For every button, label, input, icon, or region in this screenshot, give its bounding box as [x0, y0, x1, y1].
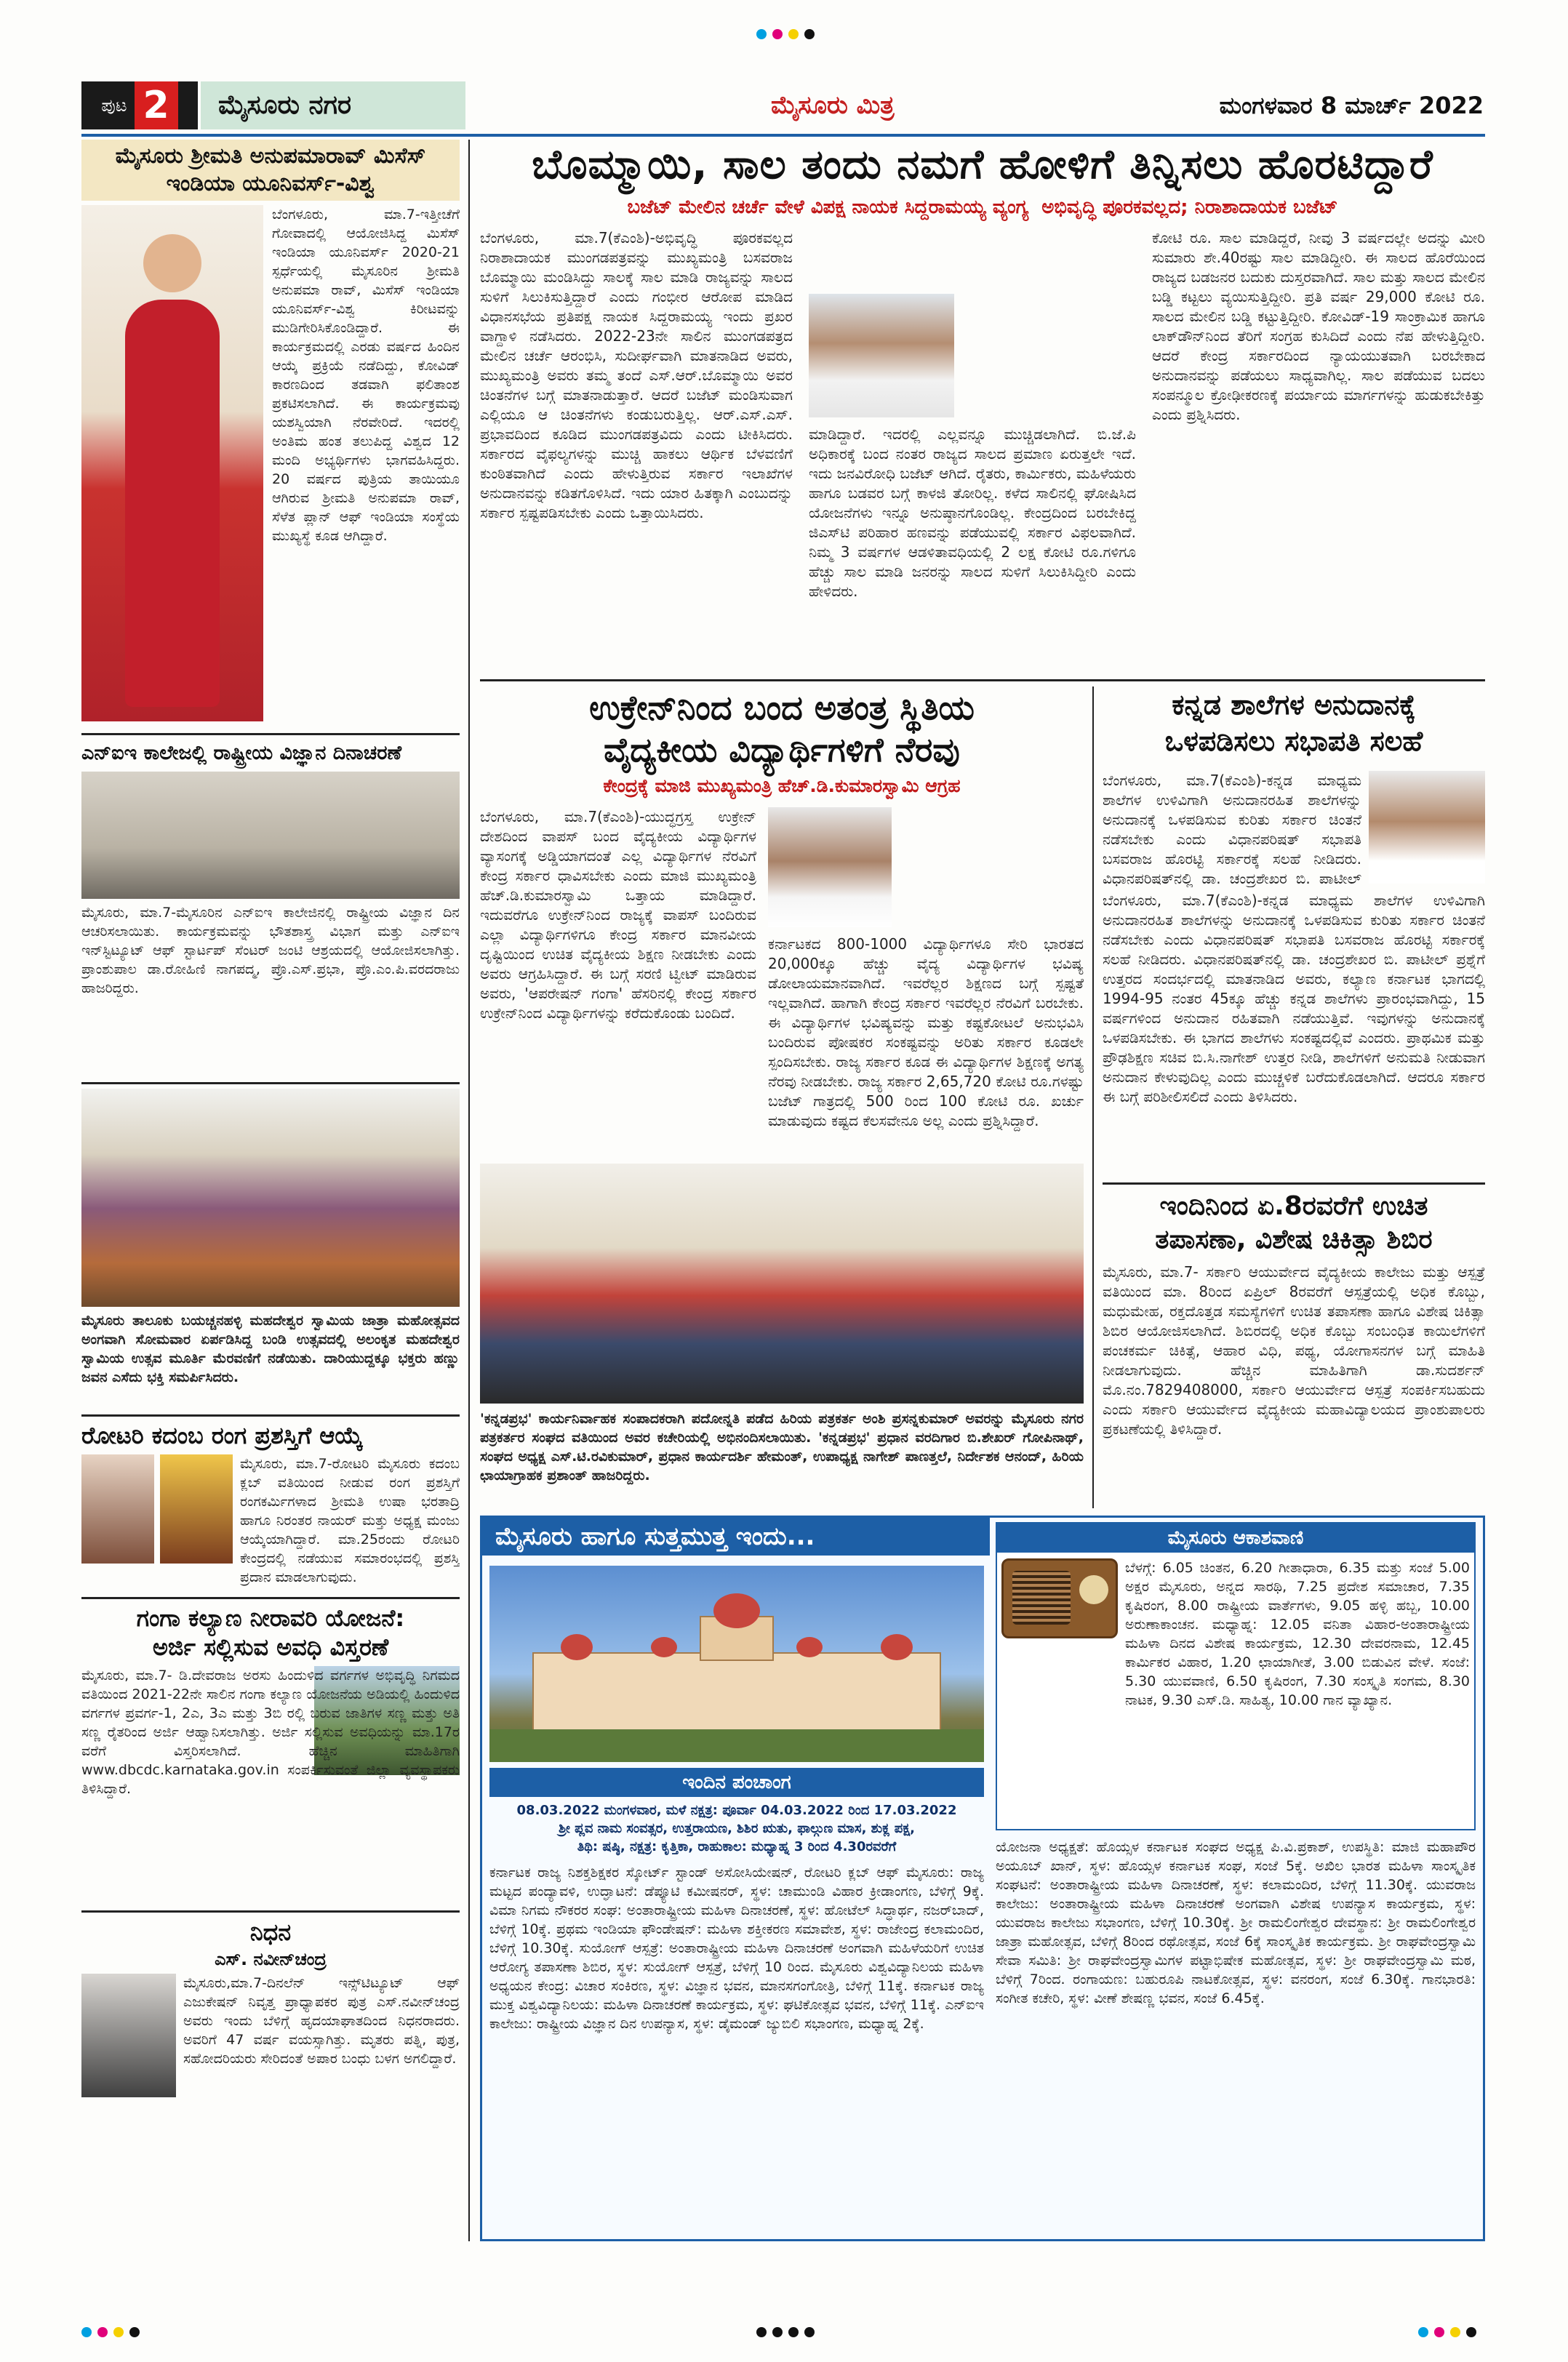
issue-date: ಮಂಗಳವಾರ 8 ಮಾರ್ಚ್ 2022: [1219, 92, 1484, 119]
chariot-festival-photo: [81, 1089, 460, 1307]
ganga-headline-1: ಗಂಗಾ ಕಲ್ಯಾಣ ನೀರಾವರಿ ಯೋಜನೆ:: [136, 1604, 405, 1632]
lead-headline: ಬೊಮ್ಮಾಯಿ, ಸಾಲ ತಂದು ನಮಗೆ ಹೋಳಿಗೆ ತಿನ್ನಿಸಲು ಹೊರಟಿದ್ದಾರೆ: [532, 141, 1433, 188]
camp-headline-1: ಇಂದಿನಿಂದ ಏ.8ರವರೆಗೆ ಉಚಿತ: [1159, 1191, 1428, 1221]
kumaraswamy-photo: [768, 807, 892, 927]
miss-india-photo: [81, 205, 263, 721]
page-number: 2: [135, 81, 178, 129]
radio-schedule-text: ಬೆಳಗ್ಗೆ: 6.05 ಚಿಂತನ, 6.20 ಗೀತಾಧಾರಾ, 6.35 ಮತ್ತು ಸಂಜೆ 5.00 ಅಕ್ಷರ ಮೈಸೂರು, ಅನ್ನದ ಸಾರಥಿ, 7.25 ಪ್ರದೇಶ ಸಮಾಚಾರ, 7.35 ಕೃಷಿರಂಗ, 8.00 ರಾಷ್ಟ್ರೀಯ ವಾರ್ತೆಗಳು, 9.05 ಹಳ್ಳಿ ಹಬ್ಬ, 10.00 ಅರುಣಾಕಾಂಚನ. ಮಧ್ಯಾಹ್ನ: 12.05 ವನಿತಾ ವಿಹಾರ-ಅಂತಾರಾಷ್ಟ್ರೀಯ ಮಹಿಳಾ ದಿನದ ವಿಶೇಷ ಕಾರ್ಯಕ್ರಮ, 12.30 ದೇವರನಾಮ, 12.45 ಕಾರ್ಮಿಕರ ವಿಹಾರ, 1.20 ಛಾಯಾಗೀತೆ, 3.00 ಬಿಡುವಿನ ವೇಳೆ. ಸಂಜೆ: 5.30 ಯುವವಾಣಿ, 6.50 ಕೃಷಿರಂಗ, 7.30 ಸಂಸ್ಕೃತಿ ಸಂಗಮ, 8.30 ನಾಟಕ, 9.30 ಎಸ್.ಡಿ. ಸಾಹಿತ್ಯ, 10.00 ಗಾನ ವ್ಯಾಖ್ಯಾನ.: [1125, 1560, 1470, 1708]
schools-bottom-rule: [1103, 1182, 1485, 1185]
camp-headline-2: ತಪಾಸಣಾ, ವಿಶೇಷ ಚಿಕಿತ್ಸಾ ಶಿಬಿರ: [1155, 1225, 1433, 1254]
radio-box: [996, 1522, 1476, 1830]
chariot-caption: ಮೈಸೂರು ತಾಲೂಕು ಬಯಚ್ಚನಹಳ್ಳಿ ಮಹದೇಶ್ವರ ಸ್ವಾಮಿಯ ಜಾತ್ರಾ ಮಹೋತ್ಸವದ ಅಂಗವಾಗಿ ಸೋಮವಾರ ಏರ್ಪಡಿಸಿದ್ದ ಬಂಡಿ ಉತ್ಸವದಲ್ಲಿ ಅಲಂಕೃತ ಮಹದೇಶ್ವರ ಸ್ವಾಮಿಯ ಉತ್ಸವ ಮೂರ್ತಿ ಮೆರವಣಿಗೆ ನಡೆಯಿತು. ದಾರಿಯುದ್ದಕ್ಕೂ ಭಕ್ತರು ಹಣ್ಣು ಜವನ ಎಸೆದು ಭಕ್ತಿ ಸಮರ್ಪಿಸಿದರು.: [81, 1313, 460, 1385]
page-number-box: [81, 81, 198, 129]
bottom-center-registration-marks: [756, 2327, 815, 2337]
ganga-headline-2: ಅರ್ಜಿ ಸಲ್ಲಿಸುವ ಅವಧಿ ವಿಸ್ತರಣೆ: [152, 1633, 389, 1661]
ukraine-col-1: ಬೆಂಗಳೂರು, ಮಾ.7(ಕೆಎಂಶಿ)-ಯುದ್ಧಗ್ರಸ್ತ ಉಕ್ರೇನ್ ದೇಶದಿಂದ ವಾಪಸ್ ಬಂದ ವೈದ್ಯಕೀಯ ವಿದ್ಯಾರ್ಥಿಗಳ ವ್ಯಾಸಂಗಕ್ಕೆ ಅಡ್ಡಿಯಾಗದಂತೆ ಎಲ್ಲ ವಿದ್ಯಾರ್ಥಿಗಳ ನೆರವಿಗೆ ಕೇಂದ್ರ ಸರ್ಕಾರ ಧಾವಿಸಬೇಕು ಎಂದು ಮಾಜಿ ಮುಖ್ಯಮಂತ್ರಿ ಹೆಚ್.ಡಿ.ಕುಮಾರಸ್ವಾಮಿ ಒತ್ತಾಯ ಮಾಡಿದ್ದಾರೆ. ಇದುವರೆಗೂ ಉಕ್ರೇನ್‌ನಿಂದ ರಾಜ್ಯಕ್ಕೆ ವಾಪಸ್ ಬಂದಿರುವ ಎಲ್ಲಾ ವಿದ್ಯಾರ್ಥಿಗಳಿಗೂ ಕೇಂದ್ರ ಸರ್ಕಾರ ಮಾನವೀಯ ದೃಷ್ಟಿಯಿಂದ ಉಚಿತ ವೈದ್ಯಕೀಯ ಶಿಕ್ಷಣ ನೀಡಬೇಕು ಎಂದು ಅವರು ಆಗ್ರಹಿಸಿದ್ದಾರೆ. ಈ ಬಗ್ಗೆ ಸರಣಿ ಟ್ವೀಟ್ ಮಾಡಿರುವ ಅವರು, 'ಆಪರೇಷನ್ ಗಂಗಾ' ಹೆಸರಿನಲ್ಲಿ ಕೇಂದ್ರ ಸರ್ಕಾರ ಉಕ್ರೇನ್‌ನಿಂದ ವಿದ್ಯಾರ್ಥಿಗಳನ್ನು ಕರೆದುಕೊಂಡು ಬಂದಿದೆ.: [480, 808, 756, 1022]
bottom-left-registration-marks: [81, 2327, 140, 2337]
right-column-divider: [1092, 686, 1094, 1508]
camp-story: [1103, 1190, 1485, 1510]
rotary-awardee-photo-2: [160, 1454, 233, 1564]
panchanga-title: ಇಂದಿನ ಪಂಚಾಂಗ: [489, 1768, 984, 1797]
column-divider: [468, 140, 470, 2241]
panchanga-line-1: 08.03.2022 ಮಂಗಳವಾರ, ಮಳೆ ನಕ್ಷತ್ರ: ಪೂರ್ವಾ 04.03.2022 ರಿಂದ 17.03.2022: [516, 1803, 957, 1818]
palace-silhouette: [489, 1566, 984, 1762]
ganga-article-text: ಮೈಸೂರು, ಮಾ.7- ಡಿ.ದೇವರಾಜ ಅರಸು ಹಿಂದುಳಿದ ವರ್ಗಗಳ ಅಭಿವೃದ್ಧಿ ನಿಗಮದ ವತಿಯಿಂದ 2021-22ನೇ ಸಾಲಿನ ಗಂಗಾ ಕಲ್ಯಾಣ ಯೋಜನೆಯ ಅಡಿಯಲ್ಲಿ ಹಿಂದುಳಿದ ವರ್ಗಗಳ ಪ್ರವರ್ಗ-1, 2ಎ, 3ಎ ಮತ್ತು 3ಬಿ ರಲ್ಲಿ ಬರುವ ಜಾತಿಗಳ ಸಣ್ಣ ಮತ್ತು ಅತಿ ಸಣ್ಣ ರೈತರಿಂದ ಅರ್ಜಿ ಆಹ್ವಾನಿಸಲಾಗಿತ್ತು. ಅರ್ಜಿ ಸಲ್ಲಿಸುವ ಅವಧಿಯನ್ನು ಮಾ.17ರ ವರೆಗೆ ವಿಸ್ತರಿಸಲಾಗಿದೆ. ಹೆಚ್ಚಿನ ಮಾಹಿತಿಗಾಗಿ www.dbcdc.karnataka.gov.in ಸಂಪರ್ಕಿಸುವಂತೆ ಜಿಲ್ಲಾ ವ್ಯವಸ್ಥಾಪಕರು ತಿಳಿಸಿದ್ದಾರೆ.: [81, 1668, 460, 1797]
panchanga-line-2: ಶ್ರೀ ಪ್ಲವ ನಾಮ ಸಂವತ್ಸರ, ಉತ್ತರಾಯಣ, ಶಿಶಿರ ಋತು, ಫಾಲ್ಗುಣ ಮಾಸ, ಶುಕ್ಲ ಪಕ್ಷ,: [559, 1821, 915, 1836]
nie-article-text: ಮೈಸೂರು, ಮಾ.7-ಮೈಸೂರಿನ ಎನ್‌ಐಇ ಕಾಲೇಜಿನಲ್ಲಿ ರಾಷ್ಟ್ರೀಯ ವಿಜ್ಞಾನ ದಿನ ಆಚರಿಸಲಾಯಿತು. ಕಾರ್ಯಕ್ರಮವನ್ನು ಭೌತಶಾಸ್ತ್ರ ವಿಭಾಗ ಮತ್ತು ಎನ್‌ಐಇ ಇನ್‌ಸ್ಟಿಟ್ಯೂಟ್ ಆಫ್ ಸ್ಟಾರ್ಟಪ್ ಸೆಂಟರ್ ಜಂಟಿ ಆಶ್ರಯದಲ್ಲಿ ಆಯೋಜಿಸಲಾಗಿತ್ತು. ಪ್ರಾಂಶುಪಾಲ ಡಾ.ರೋಹಿಣಿ ನಾಗಪದ್ಮ, ಪ್ರೊ.ಎಸ್.ಪ್ರಭಾ, ಪ್ರೊ.ಎಂ.ಪಿ.ವರದರಾಜು ಹಾಜರಿದ್ದರು.: [81, 905, 460, 996]
nie-headline: ಎನ್‌ಐಇ ಕಾಲೇಜಲ್ಲಿ ರಾಷ್ಟ್ರೀಯ ವಿಜ್ಞಾನ ದಿನಾಚರಣೆ: [81, 742, 402, 764]
lead-kicker-1: ಬಜೆಟ್ ಮೇಲಿನ ಚರ್ಚೆ ವೇಳೆ ವಿಪಕ್ಷ ನಾಯಕ ಸಿದ್ದರಾಮಯ್ಯ ವ್ಯಂಗ್ಯ: [627, 196, 1029, 218]
lead-story: [480, 140, 1485, 685]
lead-col-3: ಕೋಟಿ ರೂ. ಸಾಲ ಮಾಡಿದ್ದರೆ, ನೀವು 3 ವರ್ಷದಲ್ಲೇ ಅದನ್ನು ಮೀರಿ ಸುಮಾರು ಶೇ.40ರಷ್ಟು ಸಾಲ ಮಾಡಿದ್ದೀರಿ. ಈ ಸಾಲದ ಹೊರೆಯಿಂದ ರಾಜ್ಯದ ಬಡಜನರ ಬದುಕು ದುಸ್ತರವಾಗಿದೆ. ಸಾಲ ಮತ್ತು ಸಾಲದ ಮೇಲಿನ ಬಡ್ಡಿ ಕಟ್ಟಲು ವ್ಯಯಿಸುತ್ತಿದ್ದೀರಿ. ಪ್ರತಿ ವರ್ಷ 29,000 ಕೋಟಿ ರೂ. ಸಾಲದ ಮೇಲಿನ ಬಡ್ಡಿ ಕಟ್ಟುತ್ತಿದ್ದೀರಿ. ಕೋವಿಡ್-19 ಸಾಂಕ್ರಾಮಿಕ ಹಾಗೂ ಲಾಕ್‌ಡೌನ್‌ನಿಂದ ತೆರಿಗೆ ಸಂಗ್ರಹ ಕುಸಿದಿದೆ ಎಂದು ನೆಪ ಹೇಳುತ್ತಿದ್ದೀರಿ. ಆದರೆ ಕೇಂದ್ರ ಸರ್ಕಾರದಿಂದ ನ್ಯಾಯಯುತವಾಗಿ ಬರಬೇಕಾದ ಅನುದಾನವನ್ನು ಪಡೆಯಲು ಸಾಧ್ಯವಾಗಿಲ್ಲ. ಸಾಲ ಪಡೆಯುವ ಬದಲು ಸಂಪನ್ಮೂಲ ಕ್ರೋಢೀಕರಣಕ್ಕೆ ಪರ್ಯಾಯ ಮಾರ್ಗಗಳನ್ನು ಹುಡುಕಬೇಕಿತ್ತು ಎಂದು ಪ್ರಶ್ನಿಸಿದರು.: [1152, 229, 1485, 423]
header-rule: [81, 134, 1485, 137]
lead-col-1: ಬೆಂಗಳೂರು, ಮಾ.7(ಕೆಎಂಶಿ)-ಅಭಿವೃದ್ಧಿ ಪೂರಕವಲ್ಲದ ನಿರಾಶಾದಾಯಕ ಮುಂಗಡಪತ್ರವನ್ನು ಮುಖ್ಯಮಂತ್ರಿ ಬಸವರಾಜ ಬೊಮ್ಮಾಯಿ ಮಂಡಿಸಿದ್ದು ಸಾಲಕ್ಕೆ ಸಾಲ ಮಾಡಿ ರಾಜ್ಯವನ್ನು ಸಾಲದ ಸುಳಿಗೆ ಸಿಲುಕಿಸುತ್ತಿದ್ದಾರೆ ಎಂದು ಗಂಭೀರ ಆರೋಪ ಮಾಡಿದ ವಿಧಾನಸಭೆಯ ಪ್ರತಿಪಕ್ಷ ನಾಯಕ ಸಿದ್ದರಾಮಯ್ಯ ಇಂದು ಪ್ರಖರ ವಾಗ್ದಾಳಿ ನಡೆಸಿದರು. 2022-23ನೇ ಸಾಲಿನ ಮುಂಗಡಪತ್ರದ ಮೇಲಿನ ಚರ್ಚೆ ಆರಂಭಿಸಿ, ಸುದೀರ್ಘವಾಗಿ ಮಾತನಾಡಿದ ಅವರು, ಮುಖ್ಯಮಂತ್ರಿ ಅವರು ತಮ್ಮ ತಂದೆ ಎಸ್.ಆರ್.ಬೊಮ್ಮಾಯಿ ಅವರ ಚಿಂತನೆಗಳ ಬಗ್ಗೆ ಮಾತನಾಡುತ್ತಾರೆ. ಆದರೆ ಬಜೆಟ್ ಮಂಡಿಸುವಾಗ ಎಲ್ಲಿಯೂ ಆ ಚಿಂತನೆಗಳು ಕಂಡುಬರುತ್ತಿಲ್ಲ. ಆರ್.ಎಸ್.ಎಸ್. ಪ್ರಭಾವದಿಂದ ಕೂಡಿದ ಮುಂಗಡಪತ್ರವಿದು ಎಂದು ಟೀಕಿಸಿದರು. ಸರ್ಕಾರದ ವೈಫಲ್ಯಗಳನ್ನು ಮುಚ್ಚಿ ಹಾಕಲು ಆರ್ಥಿಕ ಬೆಳವಣಿಗೆ ಕುಂಠಿತವಾಗಿದೆ ಎಂದು ಹೇಳುತ್ತಿರುವ ಸರ್ಕಾರ ಇಲಾಖೆಗಳ ಅನುದಾನವನ್ನು ಕಡಿತಗೊಳಿಸಿದೆ. ಇದು ಯಾರ ಹಿತಕ್ಕಾಗಿ ಎಂಬುದನ್ನು ಸರ್ಕಾರ ಸ್ಪಷ್ಟಪಡಿಸಬೇಕು ಎಂದು ಒತ್ತಾಯಿಸಿದರು.: [480, 229, 793, 521]
mysore-palace-image: [489, 1566, 984, 1762]
top-registration-marks: [756, 29, 815, 39]
ukraine-col-2: ಕರ್ನಾಟಕದ 800-1000 ವಿದ್ಯಾರ್ಥಿಗಳೂ ಸೇರಿ ಭಾರತದ 20,000ಕ್ಕೂ ಹೆಚ್ಚು ವೈದ್ಯ ವಿದ್ಯಾರ್ಥಿಗಳ ಭವಿಷ್ಯ ಡೋಲಾಯಮಾನವಾಗಿದೆ. ಇವರೆಲ್ಲರ ಶಿಕ್ಷಣದ ಬಗ್ಗೆ ಸ್ಪಷ್ಟತೆ ಇಲ್ಲವಾಗಿದೆ. ಹಾಗಾಗಿ ಕೇಂದ್ರ ಸರ್ಕಾರ ಇವರೆಲ್ಲರ ನೆರವಿಗೆ ಬರಬೇಕು. ಈ ವಿದ್ಯಾರ್ಥಿಗಳ ಭವಿಷ್ಯವನ್ನು ಮತ್ತು ಕಷ್ಟಕೋಟಲೆ ಅನುಭವಿಸಿ ಬಂದಿರುವ ಪೋಷಕರ ಸಂಕಷ್ಟವನ್ನು ಅರಿತು ಸರ್ಕಾರ ಕೂಡಲೇ ಸ್ಪಂದಿಸಬೇಕು. ರಾಜ್ಯ ಸರ್ಕಾರ ಕೂಡ ಈ ವಿದ್ಯಾರ್ಥಿಗಳ ಶಿಕ್ಷಣಕ್ಕೆ ಅಗತ್ಯ ನೆರವು ನೀಡಬೇಕು. ರಾಜ್ಯ ಸರ್ಕಾರ 2,65,720 ಕೋಟಿ ರೂ.ಗಳಷ್ಟು ಬಜೆಟ್ ಗಾತ್ರದಲ್ಲಿ 500 ರಿಂದ 100 ಕೋಟಿ ರೂ. ಖರ್ಚು ಮಾಡುವುದು ಕಷ್ಟದ ಕೆಲಸವೇನೂ ಅಲ್ಲ ಎಂದು ಪ್ರಶ್ನಿಸಿದ್ದಾರೆ.: [768, 935, 1084, 1129]
rotary-article-text: ಮೈಸೂರು, ಮಾ.7-ರೋಟರಿ ಮೈಸೂರು ಕದಂಬ ಕ್ಲಬ್ ವತಿಯಿಂದ ನೀಡುವ ರಂಗ ಪ್ರಶಸ್ತಿಗೆ ರಂಗಕರ್ಮಿಗಳಾದ ಶ್ರೀಮತಿ ಉಷಾ ಭರತಾದ್ರಿ ಹಾಗೂ ನಿರಂತರ ನಾಯರ್ ಮತ್ತು ಅಧ್ಯಕ್ಷ ಮಂಜು ಆಯ್ಕೆಯಾಗಿದ್ದಾರೆ. ಮಾ.25ರಂದು ರೋಟರಿ ಕೇಂದ್ರದಲ್ಲಿ ನಡೆಯುವ ಸಮಾರಂಭದಲ್ಲಿ ಪ್ರಶಸ್ತಿ ಪ್ರದಾನ ಮಾಡಲಾಗುವುದು.: [240, 1456, 460, 1585]
siddaramaiah-photo: [809, 294, 954, 417]
today-banner: ಮೈಸೂರು ಹಾಗೂ ಸುತ್ತಮುತ್ತ ಇಂದು...: [482, 1518, 990, 1556]
page-label: ಪುಟ: [101, 95, 127, 116]
lead-kicker-2: ಅಭಿವೃದ್ಧಿ ಪೂರಕವಲ್ಲದ; ನಿರಾಶಾದಾಯಕ ಬಜೆಟ್: [1041, 196, 1338, 218]
lead-col-2: ಮಾಡಿದ್ದಾರೆ. ಇದರಲ್ಲಿ ಎಲ್ಲವನ್ನೂ ಮುಚ್ಚಿಡಲಾಗಿದೆ. ಬಿ.ಜೆ.ಪಿ ಅಧಿಕಾರಕ್ಕೆ ಬಂದ ನಂತರ ರಾಜ್ಯದ ಸಾಲದ ಪ್ರಮಾಣ ಏರುತ್ತಲೇ ಇದೆ. ಇದು ಜನವಿರೋಧಿ ಬಜೆಟ್ ಆಗಿದೆ. ರೈತರು, ಕಾರ್ಮಿಕರು, ಮಹಿಳೆಯರು ಹಾಗೂ ಬಡವರ ಬಗ್ಗೆ ಕಾಳಜಿ ತೋರಿಲ್ಲ. ಕಳೆದ ಸಾಲಿನಲ್ಲಿ ಘೋಷಿಸಿದ ಯೋಜನೆಗಳು ಇನ್ನೂ ಅನುಷ್ಠಾನಗೊಂಡಿಲ್ಲ. ಕೇಂದ್ರದಿಂದ ಬರಬೇಕಿದ್ದ ಜಿಎಸ್‌ಟಿ ಪರಿಹಾರ ಹಣವನ್ನು ಪಡೆಯುವಲ್ಲಿ ಸರ್ಕಾರ ವಿಫಲವಾಗಿದೆ. ನಿಮ್ಮ 3 ವರ್ಷಗಳ ಆಡಳಿತಾವಧಿಯಲ್ಲಿ 2 ಲಕ್ಷ ಕೋಟಿ ರೂ.ಗಳಿಗೂ ಹೆಚ್ಚು ಸಾಲ ಮಾಡಿ ಜನರನ್ನು ಸಾಲದ ಸುಳಿಗೆ ಸಿಲುಕಿಸಿದ್ದೀರಿ ಎಂದು ಹೇಳಿದರು.: [809, 425, 1136, 600]
schools-headline-2: ಒಳಪಡಿಸಲು ಸಭಾಪತಿ ಸಲಹೆ: [1164, 725, 1423, 757]
nie-event-photo: [81, 772, 460, 899]
section-name: ಮೈಸೂರು ನಗರ: [201, 81, 465, 129]
obituary-photo: [81, 1974, 176, 2097]
obituary-name: ಎಸ್. ನವೀನ್‌ಚಂದ್ರ: [215, 1949, 327, 1969]
ukraine-subhead: ಕೇಂದ್ರಕ್ಕೆ ಮಾಜಿ ಮುಖ್ಯಮಂತ್ರಿ ಹೆಚ್.ಡಿ.ಕುಮಾರಸ್ವಾಮಿ ಆಗ್ರಹ: [603, 775, 961, 796]
schools-article-text: ಬೆಂಗಳೂರು, ಮಾ.7(ಕೆಎಂಶಿ)-ಕನ್ನಡ ಮಾಧ್ಯಮ ಶಾಲೆಗಳ ಉಳಿವಿಗಾಗಿ ಅನುದಾನರಹಿತ ಶಾಲೆಗಳನ್ನು ಅನುದಾನಕ್ಕೆ ಒಳಪಡಿಸುವ ಕುರಿತು ಸರ್ಕಾರ ಚಿಂತನೆ ನಡೆಸಬೇಕು ಎಂದು ವಿಧಾನಪರಿಷತ್ ಸಭಾಪತಿ ಬಸವರಾಜ ಹೊರಟ್ಟಿ ಸರ್ಕಾರಕ್ಕೆ ಸಲಹೆ ನೀಡಿದರು. ವಿಧಾನಪರಿಷತ್‌ನಲ್ಲಿ ಡಾ. ಚಂದ್ರಶೇಖರ ಬಿ. ಪಾಟೀಲ್: [1103, 772, 1361, 887]
events-right-column: ಯೋಜನಾ ಅಧ್ಯಕ್ಷತೆ: ಹೊಯ್ಸಳ ಕರ್ನಾಟಕ ಸಂಘದ ಅಧ್ಯಕ್ಷ ಪಿ.ವಿ.ಪ್ರಕಾಶ್, ಉಪಸ್ಥಿತಿ: ಮಾಜಿ ಮಹಾಪೌರ ಅಯೂಬ್ ಖಾನ್, ಸ್ಥಳ: ಹೊಯ್ಸಳ ಕರ್ನಾಟಕ ಸಂಘ, ಸಂಜೆ 5ಕ್ಕೆ. ಅಖಿಲ ಭಾರತ ಮಹಿಳಾ ಸಾಂಸ್ಕೃತಿಕ ಸಂಘಟನೆ: ಅಂತಾರಾಷ್ಟ್ರೀಯ ಮಹಿಳಾ ದಿನಾಚರಣೆ, ಸ್ಥಳ: ಕಲಾಮಂದಿರ, ಬೆಳಿಗ್ಗೆ 11.30ಕ್ಕೆ. ಯುವರಾಜ ಕಾಲೇಜು: ಅಂತಾರಾಷ್ಟ್ರೀಯ ಮಹಿಳಾ ದಿನಾಚರಣೆ ಅಂಗವಾಗಿ ವಿಶೇಷ ಉಪನ್ಯಾಸ ಕಾರ್ಯಕ್ರಮ, ಸ್ಥಳ: ಯುವರಾಜ ಕಾಲೇಜು ಸಭಾಂಗಣ, ಬೆಳಿಗ್ಗೆ 10.30ಕ್ಕೆ. ಶ್ರೀ ರಾಮಲಿಂಗೇಶ್ವರ ದೇವಸ್ಥಾನ: ಶ್ರೀ ರಾಮಲಿಂಗೇಶ್ವರ ಜಾತ್ರಾ ಮಹೋತ್ಸವ, ಬೆಳಿಗ್ಗೆ 8ರಿಂದ ರಥೋತ್ಸವ, ಸಂಜೆ 6ಕ್ಕೆ ಸಾಂಸ್ಕೃತಿಕ ಕಾರ್ಯಕ್ರಮ. ಶ್ರೀ ರಾಘವೇಂದ್ರಸ್ವಾಮಿ ಸೇವಾ ಸಮಿತಿ: ಶ್ರೀ ರಾಘವೇಂದ್ರಸ್ವಾಮಿಗಳ ಪಟ್ಟಾಭಿಷೇಕ ಮಹೋತ್ಸವ, ಸ್ಥಳ: ಶ್ರೀ ರಾಘವೇಂದ್ರಸ್ವಾಮಿ ಮಠ, ಬೆಳಿಗ್ಗೆ 7ರಿಂದ. ರಂಗಾಯಣ: ಬಹುರೂಪಿ ನಾಟಕೋತ್ಸವ, ಸ್ಥಳ: ವನರಂಗ, ಸಂಜೆ 6.30ಕ್ಕೆ. ಗಾನಭಾರತಿ: ಸಂಗೀತ ಕಚೇರಿ, ಸ್ಥಳ: ವೀಣೆ ಶೇಷಣ್ಣ ಭವನ, ಸಂಜೆ 6.45ಕ್ಕೆ.: [996, 1839, 1476, 2006]
ukraine-headline-2: ವೈದ್ಯಕೀಯ ವಿದ್ಯಾರ್ಥಿಗಳಿಗೆ ನೆರವು: [604, 730, 960, 769]
camp-article-text: ಮೈಸೂರು, ಮಾ.7- ಸರ್ಕಾರಿ ಆಯುರ್ವೇದ ವೈದ್ಯಕೀಯ ಕಾಲೇಜು ಮತ್ತು ಆಸ್ಪತ್ರೆ ವತಿಯಿಂದ ಮಾ. 8ರಿಂದ ಏಪ್ರಿಲ್ 8ರವರೆಗೆ ಆಸ್ಪತ್ರೆಯಲ್ಲಿ ಅಧಿಕ ಕೊಬ್ಬು, ಮಧುಮೇಹ, ರಕ್ತದೊತ್ತಡ ಸಮಸ್ಯೆಗಳಿಗೆ ಉಚಿತ ತಪಾಸಣಾ ಹಾಗೂ ವಿಶೇಷ ಚಿಕಿತ್ಸಾ ಶಿಬಿರ ಆಯೋಜಿಸಲಾಗಿದೆ. ಶಿಬಿರದಲ್ಲಿ ಅಧಿಕ ಕೊಬ್ಬು ಸಂಬಂಧಿತ ಕಾಯಿಲೆಗಳಿಗೆ ಪಂಚಕರ್ಮ ಚಿಕಿತ್ಸೆ, ಆಹಾರ ವಿಧಿ, ಪಥ್ಯ, ಯೋಗಾಸನಗಳ ಬಗ್ಗೆ ಮಾಹಿತಿ ನೀಡಲಾಗುವುದು. ಹೆಚ್ಚಿನ ಮಾಹಿತಿಗಾಗಿ ಡಾ.ಸುದರ್ಶನ್ ಮೊ.ನಂ.7829408000, ಸರ್ಕಾರಿ ಆಯುರ್ವೇದ ಆಸ್ಪತ್ರೆ ಸಂಪರ್ಕಿಸಬಹುದು ಎಂದು ಸರ್ಕಾರಿ ಆಯುರ್ವೇದ ವೈದ್ಯಕೀಯ ಮಹಾವಿದ್ಯಾಲಯದ ಪ್ರಾಂಶುಪಾಲರು ಪ್ರಕಟಣೆಯಲ್ಲಿ ತಿಳಿಸಿದ್ದಾರೆ.: [1103, 1263, 1485, 1438]
lead-bottom-rule: [480, 679, 1485, 681]
obituary-text: ಮೈಸೂರು,ಮಾ.7-ದಿನಲೆನ್ ಇನ್ಸ್‌ಟಿಟ್ಯೂಟ್ ಆಫ್ ಎಜುಕೇಷನ್ ನಿವೃತ್ತ ಪ್ರಾಧ್ಯಾಪಕರ ಪುತ್ರ ಎಸ್.ನವೀನ್‌ಚಂದ್ರ ಅವರು ಇಂದು ಬೆಳಿಗ್ಗೆ ಹೃದಯಾಘಾತದಿಂದ ನಿಧನರಾದರು. ಅವರಿಗೆ 47 ವರ್ಷ ವಯಸ್ಸಾಗಿತ್ತು. ಮೃತರು ಪತ್ನಿ, ಪುತ್ರ, ಸಹೋದರಿಯರು ಸೇರಿದಂತೆ ಅಪಾರ ಬಂಧು ಬಳಗ ಅಗಲಿದ್ದಾರೆ.: [183, 1975, 460, 2067]
side-column: [81, 140, 460, 2241]
miss-headline: ಮೈಸೂರು ಶ್ರೀಮತಿ ಅನುಪಮಾರಾವ್ ಮಿಸೆಸ್ ಇಂಡಿಯಾ ಯೂನಿವರ್ಸ್-ವಿಶ್ವ: [81, 140, 460, 201]
felicitation-group-photo: [480, 1164, 1084, 1404]
horatti-photo: [1369, 771, 1485, 884]
schools-article-text-body: ಬೆಂಗಳೂರು, ಮಾ.7(ಕೆಎಂಶಿ)-ಕನ್ನಡ ಮಾಧ್ಯಮ ಶಾಲೆಗಳ ಉಳಿವಿಗಾಗಿ ಅನುದಾನರಹಿತ ಶಾಲೆಗಳನ್ನು ಅನುದಾನಕ್ಕೆ ಒಳಪಡಿಸುವ ಕುರಿತು ಸರ್ಕಾರ ಚಿಂತನೆ ನಡೆಸಬೇಕು ಎಂದು ವಿಧಾನಪರಿಷತ್ ಸಭಾಪತಿ ಬಸವರಾಜ ಹೊರಟ್ಟಿ ಸರ್ಕಾರಕ್ಕೆ ಸಲಹೆ ನೀಡಿದರು. ವಿಧಾನಪರಿಷತ್‌ನಲ್ಲಿ ಡಾ. ಚಂದ್ರಶೇಖರ ಬಿ. ಪಾಟೀಲ್ ಪ್ರಶ್ನೆಗೆ ಉತ್ತರದ ಸಂದರ್ಭದಲ್ಲಿ ಮಾತನಾಡಿದ ಅವರು, ಕಲ್ಯಾಣ ಕರ್ನಾಟಕ ಭಾಗದಲ್ಲಿ 1994-95 ನಂತರ 45ಕ್ಕೂ ಹೆಚ್ಚು ಕನ್ನಡ ಶಾಲೆಗಳು ಪ್ರಾರಂಭವಾಗಿದ್ದು, 15 ವರ್ಷಗಳಿಂದ ಅನುದಾನ ರಹಿತವಾಗಿ ನಡೆಯುತ್ತಿವೆ. ಇವುಗಳನ್ನು ಅನುದಾನಕ್ಕೆ ಒಳಪಡಿಸಬೇಕು. ಈ ಭಾಗದ ಶಾಲೆಗಳು ಸಂಕಷ್ಟದಲ್ಲಿವೆ ಎಂದರು. ಪ್ರಾಥಮಿಕ ಮತ್ತು ಪ್ರೌಢಶಿಕ್ಷಣ ಸಚಿವ ಬಿ.ಸಿ.ನಾಗೇಶ್ ಉತ್ತರ ನೀಡಿ, ಶಾಲೆಗಳಿಗೆ ಅನುಮತಿ ನೀಡುವಾಗ ಅನುದಾನ ಕೇಳುವುದಿಲ್ಲ ಎಂದು ಮುಚ್ಚಳಿಕೆ ಬರೆದುಕೊಡಲಾಗಿದೆ. ಆದರೂ ಸರ್ಕಾರ ಈ ಬಗ್ಗೆ ಪರಿಶೀಲಿಸಲಿದೆ ಎಂದು ತಿಳಿಸಿದರು.: [1103, 892, 1485, 1105]
radio-title: ಮೈಸೂರು ಆಕಾಶವಾಣಿ: [997, 1524, 1474, 1553]
rotary-awardee-photo-1: [81, 1454, 154, 1564]
events-left-column: ಕರ್ನಾಟಕ ರಾಜ್ಯ ನಿಶಕ್ತಶಿಕ್ಷಕರ ಸ್ಕೋರ್ಟ್ ಸ್ಟಾಂಡ್ ಅಸೋಸಿಯೇಷನ್, ರೋಟರಿ ಕ್ಲಬ್ ಆಫ್ ಮೈಸೂರು: ರಾಜ್ಯ ಮಟ್ಟದ ಪಂದ್ಯಾವಳಿ, ಉದ್ಘಾಟನೆ: ಡೆಪ್ಯೂಟಿ ಕಮೀಷನರ್, ಸ್ಥಳ: ಚಾಮುಂಡಿ ವಿಹಾರ ಕ್ರೀಡಾಂಗಣ, ಬೆಳಿಗ್ಗೆ 9ಕ್ಕೆ. ವಿಮಾ ನಿಗಮ ನೌಕರರ ಸಂಘ: ಅಂತಾರಾಷ್ಟ್ರೀಯ ಮಹಿಳಾ ದಿನಾಚರಣೆ, ಸ್ಥಳ: ಹೋಟೆಲ್ ಸಿದ್ಧಾರ್ಥ, ನಜರ್‌ಬಾದ್, ಬೆಳಿಗ್ಗೆ 10ಕ್ಕೆ. ಪ್ರಥಮ ಇಂಡಿಯಾ ಫೌಂಡೇಷನ್: ಮಹಿಳಾ ಶಕ್ತೀಕರಣ ಸಮಾವೇಶ, ಸ್ಥಳ: ರಾಜೇಂದ್ರ ಕಲಾಮಂದಿರ, ಬೆಳಿಗ್ಗೆ 10.30ಕ್ಕೆ. ಸುಯೋಗ್ ಆಸ್ಪತ್ರೆ: ಅಂತಾರಾಷ್ಟ್ರೀಯ ಮಹಿಳಾ ದಿನಾಚರಣೆ ಅಂಗವಾಗಿ ಮಹಿಳೆಯರಿಗೆ ಉಚಿತ ಆರೋಗ್ಯ ತಪಾಸಣಾ ಶಿಬಿರ, ಸ್ಥಳ: ಸುಯೋಗ್ ಆಸ್ಪತ್ರೆ, ಬೆಳಿಗ್ಗೆ 10 ರಿಂದ. ಮೈಸೂರು ವಿಶ್ವವಿದ್ಯಾನಿಲಯ ಮಹಿಳಾ ಅಧ್ಯಯನ ಕೇಂದ್ರ: ವಿಚಾರ ಸಂಕಿರಣ, ಸ್ಥಳ: ವಿಜ್ಞಾನ ಭವನ, ಮಾನಸಗಂಗೋತ್ರಿ, ಬೆಳಿಗ್ಗೆ 11ಕ್ಕೆ. ಕರ್ನಾಟಕ ರಾಜ್ಯ ಮುಕ್ತ ವಿಶ್ವವಿದ್ಯಾನಿಲಯ: ಮಹಿಳಾ ದಿನಾಚರಣೆ ಕಾರ್ಯಕ್ರಮ, ಸ್ಥಳ: ಘಟಿಕೋತ್ಸವ ಭವನ, ಬೆಳಿಗ್ಗೆ 11ಕ್ಕೆ. ಎನ್‌ಐಇ ಕಾಲೇಜು: ರಾಷ್ಟ್ರೀಯ ವಿಜ್ಞಾನ ದಿನ ಉಪನ್ಯಾಸ, ಸ್ಥಳ: ಡೈಮಂಡ್ ಜ್ಯುಬಿಲಿ ಸಭಾಂಗಣ, ಮಧ್ಯಾಹ್ನ 2ಕ್ಕೆ.: [489, 1865, 984, 2032]
obituary-title: ನಿಧನ: [249, 1918, 292, 1946]
schools-article-text-cont: [1103, 891, 1485, 1178]
panchanga-line-3: ತಿಥಿ: ಷಷ್ಠಿ, ನಕ್ಷತ್ರ: ಕೃತ್ತಿಕಾ, ರಾಹುಕಾಲ: ಮಧ್ಯಾಹ್ನ 3 ರಿಂದ 4.30ರವರೆಗೆ: [577, 1839, 897, 1854]
felicitation-caption: 'ಕನ್ನಡಪ್ರಭ' ಕಾರ್ಯನಿರ್ವಾಹಕ ಸಂಪಾದಕರಾಗಿ ಪದೋನ್ನತಿ ಪಡೆದ ಹಿರಿಯ ಪತ್ರಕರ್ತ ಅಂಶಿ ಪ್ರಸನ್ನಕುಮಾರ್ ಅವರನ್ನು ಮೈಸೂರು ನಗರ ಪತ್ರಕರ್ತರ ಸಂಘದ ವತಿಯಿಂದ ಅವರ ಕಚೇರಿಯಲ್ಲಿ ಅಭಿನಂದಿಸಲಾಯಿತು. 'ಕನ್ನಡಪ್ರಭ' ಪ್ರಧಾನ ವರದಿಗಾರ ಬಿ.ಶೇಖರ್ ಗೋಪಿನಾಥ್, ಸಂಘದ ಅಧ್ಯಕ್ಷ ಎಸ್.ಟಿ.ರವಿಕುಮಾರ್, ಪ್ರಧಾನ ಕಾರ್ಯದರ್ಶಿ ಹೇಮಂತ್, ಉಪಾಧ್ಯಕ್ಷ ನಾಗೇಶ್ ಪಾಣತ್ತಲೆ, ನಿರ್ದೇಶಕ ಆನಂದ್, ಹಿರಿಯ ಛಾಯಾಗ್ರಾಹಕ ಪ್ರಶಾಂತ್ ಹಾಜರಿದ್ದರು.: [480, 1411, 1084, 1484]
today-box: [480, 1516, 1485, 2241]
rotary-headline: ರೋಟರಿ ಕದಂಬ ರಂಗ ಪ್ರಶಸ್ತಿಗೆ ಆಯ್ಕೆ: [81, 1422, 363, 1449]
bottom-right-registration-marks: [1418, 2327, 1476, 2337]
ukraine-headline-1: ಉಕ್ರೇನ್‌ನಿಂದ ಬಂದ ಅತಂತ್ರ ಸ್ಥಿತಿಯ: [589, 688, 975, 727]
radio-icon: [1001, 1558, 1118, 1638]
miss-article-text: ಬೆಂಗಳೂರು, ಮಾ.7-ಇತ್ತೀಚೆಗೆ ಗೋವಾದಲ್ಲಿ ಆಯೋಜಿಸಿದ್ದ ಮಿಸೆಸ್ ಇಂಡಿಯಾ ಯೂನಿವರ್ಸ್ 2020-21 ಸ್ಪರ್ಧೆಯಲ್ಲಿ ಮೈಸೂರಿನ ಶ್ರೀಮತಿ ಅನುಪಮಾ ರಾವ್, ಮಿಸೆಸ್ ಇಂಡಿಯಾ ಯೂನಿವರ್ಸ್-ವಿಶ್ವ ಕಿರೀಟವನ್ನು ಮುಡಿಗೇರಿಸಿಕೊಂಡಿದ್ದಾರೆ. ಈ ಕಾರ್ಯಕ್ರಮದಲ್ಲಿ ಎರಡು ವರ್ಷದ ಹಿಂದಿನ ಆಯ್ಕೆ ಪ್ರಕ್ರಿಯೆ ನಡೆದಿದ್ದು, ಕೋವಿಡ್ ಕಾರಣದಿಂದ ತಡವಾಗಿ ಫಲಿತಾಂಶ ಪ್ರಕಟಿಸಲಾಗಿದೆ. ಈ ಕಾರ್ಯಕ್ರಮವು ಯಶಸ್ವಿಯಾಗಿ ನೆರವೇರಿದೆ. ಇದರಲ್ಲಿ ಅಂತಿಮ ಹಂತ ತಲುಪಿದ್ದ ವಿಶ್ವದ 12 ಮಂದಿ ಅಭ್ಯರ್ಥಿಗಳು ಭಾಗವಹಿಸಿದ್ದರು. 20 ವರ್ಷದ ಪುತ್ರಿಯ ತಾಯಿಯೂ ಆಗಿರುವ ಶ್ರೀಮತಿ ಅನುಪಮಾ ರಾವ್, ಸೆಳೆತ ಪ್ಲಾನ್ ಆಫ್ ಇಂಡಿಯಾ ಸಂಸ್ಥೆಯ ಮುಖ್ಯಸ್ಥೆ ಕೂಡ ಆಗಿದ್ದಾರೆ.: [272, 207, 460, 544]
ukraine-body: [480, 807, 1084, 1156]
masthead: ಮೈಸೂರು ಮಿತ್ರ: [771, 91, 895, 120]
schools-headline-1: ಕನ್ನಡ ಶಾಲೆಗಳ ಅನುದಾನಕ್ಕೆ: [1172, 689, 1416, 721]
